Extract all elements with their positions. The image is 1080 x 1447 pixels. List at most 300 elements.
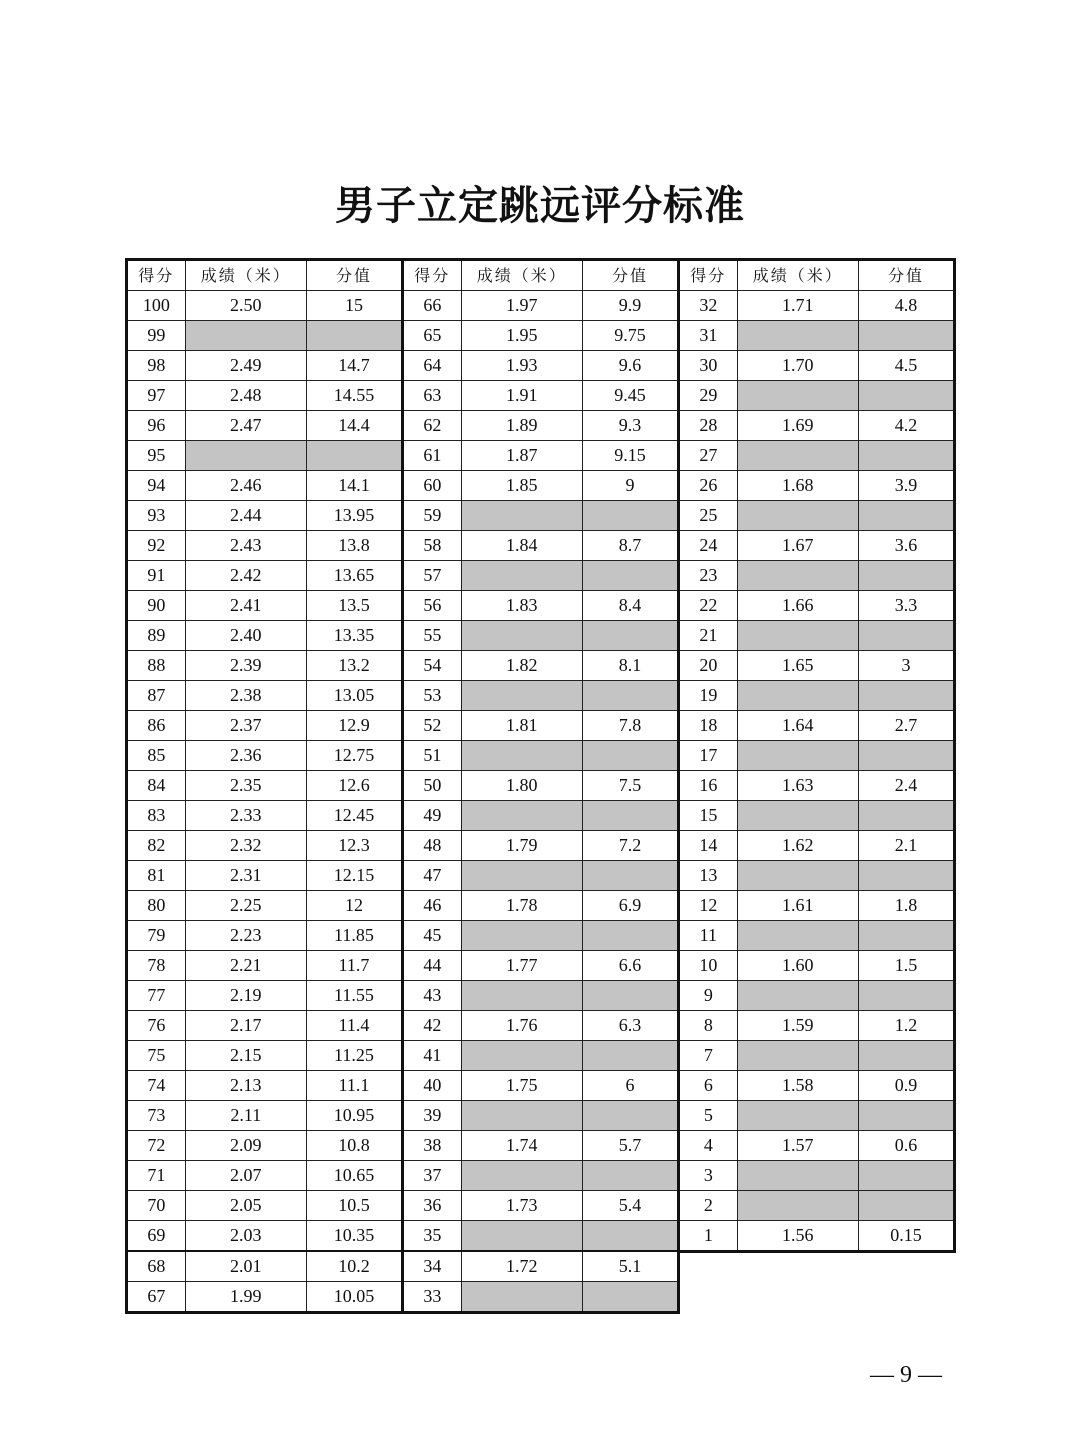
- score-cell: 97: [127, 381, 186, 411]
- result-cell: [461, 1221, 582, 1252]
- score-cell: 4: [679, 1131, 738, 1161]
- points-cell: 10.65: [306, 1161, 402, 1191]
- result-cell: 2.32: [185, 831, 306, 861]
- result-cell: 2.13: [185, 1071, 306, 1101]
- points-cell: 8.1: [582, 651, 678, 681]
- score-cell: 82: [127, 831, 186, 861]
- points-cell: 1.8: [858, 891, 954, 921]
- score-cell: 55: [403, 621, 462, 651]
- points-cell: [858, 741, 954, 771]
- score-cell: 78: [127, 951, 186, 981]
- table-row: [127, 501, 403, 531]
- table-row: [127, 831, 403, 861]
- points-cell: [858, 1101, 954, 1131]
- table-row: [403, 531, 679, 561]
- points-cell: 9.6: [582, 351, 678, 381]
- result-cell: [737, 1191, 858, 1221]
- score-cell: 47: [403, 861, 462, 891]
- points-cell: [582, 861, 678, 891]
- table-row: [403, 951, 679, 981]
- table-row: [679, 891, 955, 921]
- table-row: [127, 561, 403, 591]
- score-cell: 90: [127, 591, 186, 621]
- score-cell: 33: [403, 1282, 462, 1313]
- table-row: [403, 741, 679, 771]
- points-cell: 4.5: [858, 351, 954, 381]
- result-cell: [737, 801, 858, 831]
- points-cell: 12.6: [306, 771, 402, 801]
- result-cell: 1.87: [461, 441, 582, 471]
- table-row: [127, 921, 403, 951]
- result-cell: 2.46: [185, 471, 306, 501]
- table-row: [679, 1131, 955, 1161]
- table-row: [679, 651, 955, 681]
- table-row: [679, 1191, 955, 1221]
- table-row: [403, 1101, 679, 1131]
- table-row: [403, 711, 679, 741]
- points-cell: [582, 501, 678, 531]
- score-cell: 94: [127, 471, 186, 501]
- score-cell: 46: [403, 891, 462, 921]
- points-cell: 12.3: [306, 831, 402, 861]
- result-cell: 1.81: [461, 711, 582, 741]
- points-cell: [858, 321, 954, 351]
- result-cell: 2.25: [185, 891, 306, 921]
- result-cell: [461, 861, 582, 891]
- result-cell: 1.99: [185, 1282, 306, 1313]
- score-cell: 23: [679, 561, 738, 591]
- table-row: [679, 681, 955, 711]
- points-cell: 6: [582, 1071, 678, 1101]
- points-cell: [582, 561, 678, 591]
- score-cell: 59: [403, 501, 462, 531]
- table-row: [403, 681, 679, 711]
- score-cell: 76: [127, 1011, 186, 1041]
- table-row: [403, 1282, 679, 1313]
- score-table-col-2: [401, 258, 680, 1314]
- points-cell: [858, 381, 954, 411]
- table-row: [403, 591, 679, 621]
- table-row: [127, 591, 403, 621]
- table-row: [127, 1131, 403, 1161]
- score-cell: 70: [127, 1191, 186, 1221]
- score-cell: 50: [403, 771, 462, 801]
- result-cell: [737, 441, 858, 471]
- result-cell: 1.67: [737, 531, 858, 561]
- table-row: [127, 471, 403, 501]
- result-cell: [461, 561, 582, 591]
- table-row: [679, 711, 955, 741]
- score-cell: 27: [679, 441, 738, 471]
- score-cell: 53: [403, 681, 462, 711]
- score-cell: 83: [127, 801, 186, 831]
- points-cell: 14.1: [306, 471, 402, 501]
- result-cell: 1.97: [461, 291, 582, 321]
- result-cell: [737, 981, 858, 1011]
- score-table-col-3: [677, 258, 956, 1253]
- score-cell: 73: [127, 1101, 186, 1131]
- table-row: [127, 681, 403, 711]
- result-cell: 1.84: [461, 531, 582, 561]
- table-row: [127, 381, 403, 411]
- points-cell: [582, 1221, 678, 1252]
- points-cell: 10.05: [306, 1282, 402, 1313]
- score-cell: 84: [127, 771, 186, 801]
- header-score: 得分: [127, 260, 186, 291]
- table-row: [679, 321, 955, 351]
- score-cell: 88: [127, 651, 186, 681]
- score-cell: 74: [127, 1071, 186, 1101]
- points-cell: [306, 321, 402, 351]
- table-row: [127, 291, 403, 321]
- table-row: [127, 741, 403, 771]
- points-cell: 7.5: [582, 771, 678, 801]
- result-cell: 2.33: [185, 801, 306, 831]
- points-cell: 6.6: [582, 951, 678, 981]
- result-cell: 1.64: [737, 711, 858, 741]
- score-cell: 11: [679, 921, 738, 951]
- table-row: [127, 1282, 403, 1313]
- result-cell: 2.44: [185, 501, 306, 531]
- result-cell: 2.17: [185, 1011, 306, 1041]
- points-cell: 13.65: [306, 561, 402, 591]
- table-row: [403, 651, 679, 681]
- result-cell: 2.23: [185, 921, 306, 951]
- points-cell: [858, 801, 954, 831]
- points-cell: [858, 1041, 954, 1071]
- result-cell: 2.36: [185, 741, 306, 771]
- score-cell: 37: [403, 1161, 462, 1191]
- table-row: [127, 441, 403, 471]
- result-cell: 1.73: [461, 1191, 582, 1221]
- points-cell: 6.3: [582, 1011, 678, 1041]
- result-cell: [185, 321, 306, 351]
- score-cell: 86: [127, 711, 186, 741]
- score-cell: 99: [127, 321, 186, 351]
- score-cell: 100: [127, 291, 186, 321]
- result-cell: 1.77: [461, 951, 582, 981]
- result-cell: [737, 1101, 858, 1131]
- table-row: [679, 1071, 955, 1101]
- table-row: [127, 321, 403, 351]
- table-row: [127, 1221, 403, 1252]
- points-cell: 12.15: [306, 861, 402, 891]
- score-cell: 17: [679, 741, 738, 771]
- table-row: [679, 951, 955, 981]
- score-cell: 95: [127, 441, 186, 471]
- result-cell: 2.49: [185, 351, 306, 381]
- points-cell: [582, 1101, 678, 1131]
- score-cell: 24: [679, 531, 738, 561]
- score-cell: 31: [679, 321, 738, 351]
- table-row: [403, 1041, 679, 1071]
- points-cell: 10.8: [306, 1131, 402, 1161]
- table-row: [127, 651, 403, 681]
- points-cell: 5.7: [582, 1131, 678, 1161]
- score-cell: 65: [403, 321, 462, 351]
- table-row: [403, 1011, 679, 1041]
- points-cell: [858, 921, 954, 951]
- result-cell: 2.39: [185, 651, 306, 681]
- header-score: 得分: [679, 260, 738, 291]
- result-cell: [185, 441, 306, 471]
- points-cell: 11.85: [306, 921, 402, 951]
- points-cell: 0.6: [858, 1131, 954, 1161]
- table-row: [679, 351, 955, 381]
- table-row: [679, 1011, 955, 1041]
- table-row: [679, 291, 955, 321]
- table-row: [127, 1011, 403, 1041]
- score-cell: 12: [679, 891, 738, 921]
- result-cell: 1.80: [461, 771, 582, 801]
- points-cell: [858, 1161, 954, 1191]
- score-cell: 71: [127, 1161, 186, 1191]
- result-cell: 1.56: [737, 1221, 858, 1252]
- score-cell: 3: [679, 1161, 738, 1191]
- table-row: [127, 951, 403, 981]
- result-cell: [737, 321, 858, 351]
- score-cell: 21: [679, 621, 738, 651]
- points-cell: 0.15: [858, 1221, 954, 1252]
- result-cell: [461, 501, 582, 531]
- score-cell: 25: [679, 501, 738, 531]
- result-cell: 1.58: [737, 1071, 858, 1101]
- points-cell: 7.2: [582, 831, 678, 861]
- points-cell: [582, 1041, 678, 1071]
- result-cell: 1.63: [737, 771, 858, 801]
- table-row: [679, 591, 955, 621]
- result-cell: 1.76: [461, 1011, 582, 1041]
- table-row: [127, 1161, 403, 1191]
- points-cell: [858, 1191, 954, 1221]
- points-cell: 12.75: [306, 741, 402, 771]
- points-cell: 14.4: [306, 411, 402, 441]
- points-cell: [582, 1282, 678, 1313]
- result-cell: 1.74: [461, 1131, 582, 1161]
- score-cell: 42: [403, 1011, 462, 1041]
- table-row: [127, 861, 403, 891]
- score-cell: 43: [403, 981, 462, 1011]
- score-cell: 91: [127, 561, 186, 591]
- score-cell: 13: [679, 861, 738, 891]
- score-cell: 63: [403, 381, 462, 411]
- points-cell: 1.5: [858, 951, 954, 981]
- table-row: [127, 1251, 403, 1282]
- result-cell: 1.65: [737, 651, 858, 681]
- points-cell: 10.35: [306, 1221, 402, 1252]
- result-cell: 2.15: [185, 1041, 306, 1071]
- table-row: [679, 531, 955, 561]
- result-cell: [737, 381, 858, 411]
- result-cell: 1.78: [461, 891, 582, 921]
- result-cell: 2.40: [185, 621, 306, 651]
- score-cell: 10: [679, 951, 738, 981]
- table-row: [679, 381, 955, 411]
- score-cell: 80: [127, 891, 186, 921]
- result-cell: 2.38: [185, 681, 306, 711]
- result-cell: 1.85: [461, 471, 582, 501]
- points-cell: 2.1: [858, 831, 954, 861]
- points-cell: 5.1: [582, 1251, 678, 1282]
- score-table-col-1: [125, 258, 404, 1314]
- result-cell: 2.05: [185, 1191, 306, 1221]
- score-cell: 2: [679, 1191, 738, 1221]
- points-cell: 13.5: [306, 591, 402, 621]
- result-cell: [461, 741, 582, 771]
- points-cell: 3.6: [858, 531, 954, 561]
- table-row: [679, 441, 955, 471]
- result-cell: 1.72: [461, 1251, 582, 1282]
- points-cell: 9.9: [582, 291, 678, 321]
- table-row: [127, 1101, 403, 1131]
- header-row: [127, 260, 403, 291]
- score-cell: 51: [403, 741, 462, 771]
- points-cell: [858, 561, 954, 591]
- points-cell: 8.4: [582, 591, 678, 621]
- result-cell: [461, 981, 582, 1011]
- score-cell: 66: [403, 291, 462, 321]
- score-cell: 57: [403, 561, 462, 591]
- points-cell: 7.8: [582, 711, 678, 741]
- points-cell: 9.3: [582, 411, 678, 441]
- result-cell: 2.03: [185, 1221, 306, 1252]
- result-cell: 2.21: [185, 951, 306, 981]
- score-cell: 60: [403, 471, 462, 501]
- points-cell: 11.55: [306, 981, 402, 1011]
- table-row: [679, 561, 955, 591]
- result-cell: 2.07: [185, 1161, 306, 1191]
- table-row: [127, 531, 403, 561]
- score-cell: 16: [679, 771, 738, 801]
- result-cell: 2.37: [185, 711, 306, 741]
- header-row: [679, 260, 955, 291]
- result-cell: 1.82: [461, 651, 582, 681]
- result-cell: 2.47: [185, 411, 306, 441]
- page-title: 男子立定跳远评分标准: [335, 182, 745, 229]
- score-cell: 48: [403, 831, 462, 861]
- result-cell: [737, 861, 858, 891]
- result-cell: 1.62: [737, 831, 858, 861]
- result-cell: [737, 621, 858, 651]
- result-cell: 2.48: [185, 381, 306, 411]
- score-cell: 22: [679, 591, 738, 621]
- table-row: [127, 1071, 403, 1101]
- result-cell: 1.79: [461, 831, 582, 861]
- score-cell: 41: [403, 1041, 462, 1071]
- table-row: [127, 981, 403, 1011]
- table-row: [679, 1101, 955, 1131]
- result-cell: 1.60: [737, 951, 858, 981]
- points-cell: 9.15: [582, 441, 678, 471]
- score-cell: 62: [403, 411, 462, 441]
- result-cell: 1.69: [737, 411, 858, 441]
- points-cell: 4.8: [858, 291, 954, 321]
- score-cell: 85: [127, 741, 186, 771]
- points-cell: 13.8: [306, 531, 402, 561]
- points-cell: 4.2: [858, 411, 954, 441]
- score-cell: 67: [127, 1282, 186, 1313]
- table-row: [403, 981, 679, 1011]
- result-cell: [461, 1282, 582, 1313]
- table-row: [403, 1131, 679, 1161]
- score-cell: 98: [127, 351, 186, 381]
- score-cell: 68: [127, 1251, 186, 1282]
- score-cell: 38: [403, 1131, 462, 1161]
- result-cell: [737, 1161, 858, 1191]
- score-cell: 32: [679, 291, 738, 321]
- points-cell: 2.7: [858, 711, 954, 741]
- points-cell: 13.95: [306, 501, 402, 531]
- points-cell: 12.45: [306, 801, 402, 831]
- points-cell: [582, 621, 678, 651]
- table-row: [679, 741, 955, 771]
- table-row: [127, 711, 403, 741]
- points-cell: [582, 921, 678, 951]
- points-cell: 5.4: [582, 1191, 678, 1221]
- points-cell: [582, 801, 678, 831]
- table-row: [679, 411, 955, 441]
- result-cell: 1.71: [737, 291, 858, 321]
- points-cell: 10.95: [306, 1101, 402, 1131]
- score-cell: 36: [403, 1191, 462, 1221]
- points-cell: 13.2: [306, 651, 402, 681]
- score-cell: 29: [679, 381, 738, 411]
- points-cell: 13.35: [306, 621, 402, 651]
- result-cell: 2.09: [185, 1131, 306, 1161]
- score-cell: 34: [403, 1251, 462, 1282]
- table-row: [403, 921, 679, 951]
- table-row: [403, 891, 679, 921]
- points-cell: [582, 681, 678, 711]
- score-cell: 14: [679, 831, 738, 861]
- table-row: [403, 1191, 679, 1221]
- score-cell: 69: [127, 1221, 186, 1252]
- score-cell: 77: [127, 981, 186, 1011]
- points-cell: [858, 441, 954, 471]
- score-cell: 93: [127, 501, 186, 531]
- table-row: [127, 621, 403, 651]
- result-cell: 1.68: [737, 471, 858, 501]
- score-cell: 54: [403, 651, 462, 681]
- table-row: [679, 981, 955, 1011]
- points-cell: 3.9: [858, 471, 954, 501]
- result-cell: 1.95: [461, 321, 582, 351]
- result-cell: 2.41: [185, 591, 306, 621]
- table-row: [127, 891, 403, 921]
- header-points: 分值: [306, 260, 402, 291]
- result-cell: 1.93: [461, 351, 582, 381]
- score-cell: 87: [127, 681, 186, 711]
- result-cell: [461, 1161, 582, 1191]
- score-cell: 44: [403, 951, 462, 981]
- score-cell: 1: [679, 1221, 738, 1252]
- table-row: [403, 1251, 679, 1282]
- points-cell: 11.4: [306, 1011, 402, 1041]
- points-cell: 10.5: [306, 1191, 402, 1221]
- table-row: [403, 1161, 679, 1191]
- table-row: [679, 501, 955, 531]
- score-cell: 15: [679, 801, 738, 831]
- result-cell: 2.50: [185, 291, 306, 321]
- table-row: [679, 771, 955, 801]
- score-cell: 35: [403, 1221, 462, 1252]
- points-cell: 9: [582, 471, 678, 501]
- result-cell: [737, 681, 858, 711]
- score-cell: 81: [127, 861, 186, 891]
- table-row: [403, 831, 679, 861]
- score-cell: 56: [403, 591, 462, 621]
- points-cell: 10.2: [306, 1251, 402, 1282]
